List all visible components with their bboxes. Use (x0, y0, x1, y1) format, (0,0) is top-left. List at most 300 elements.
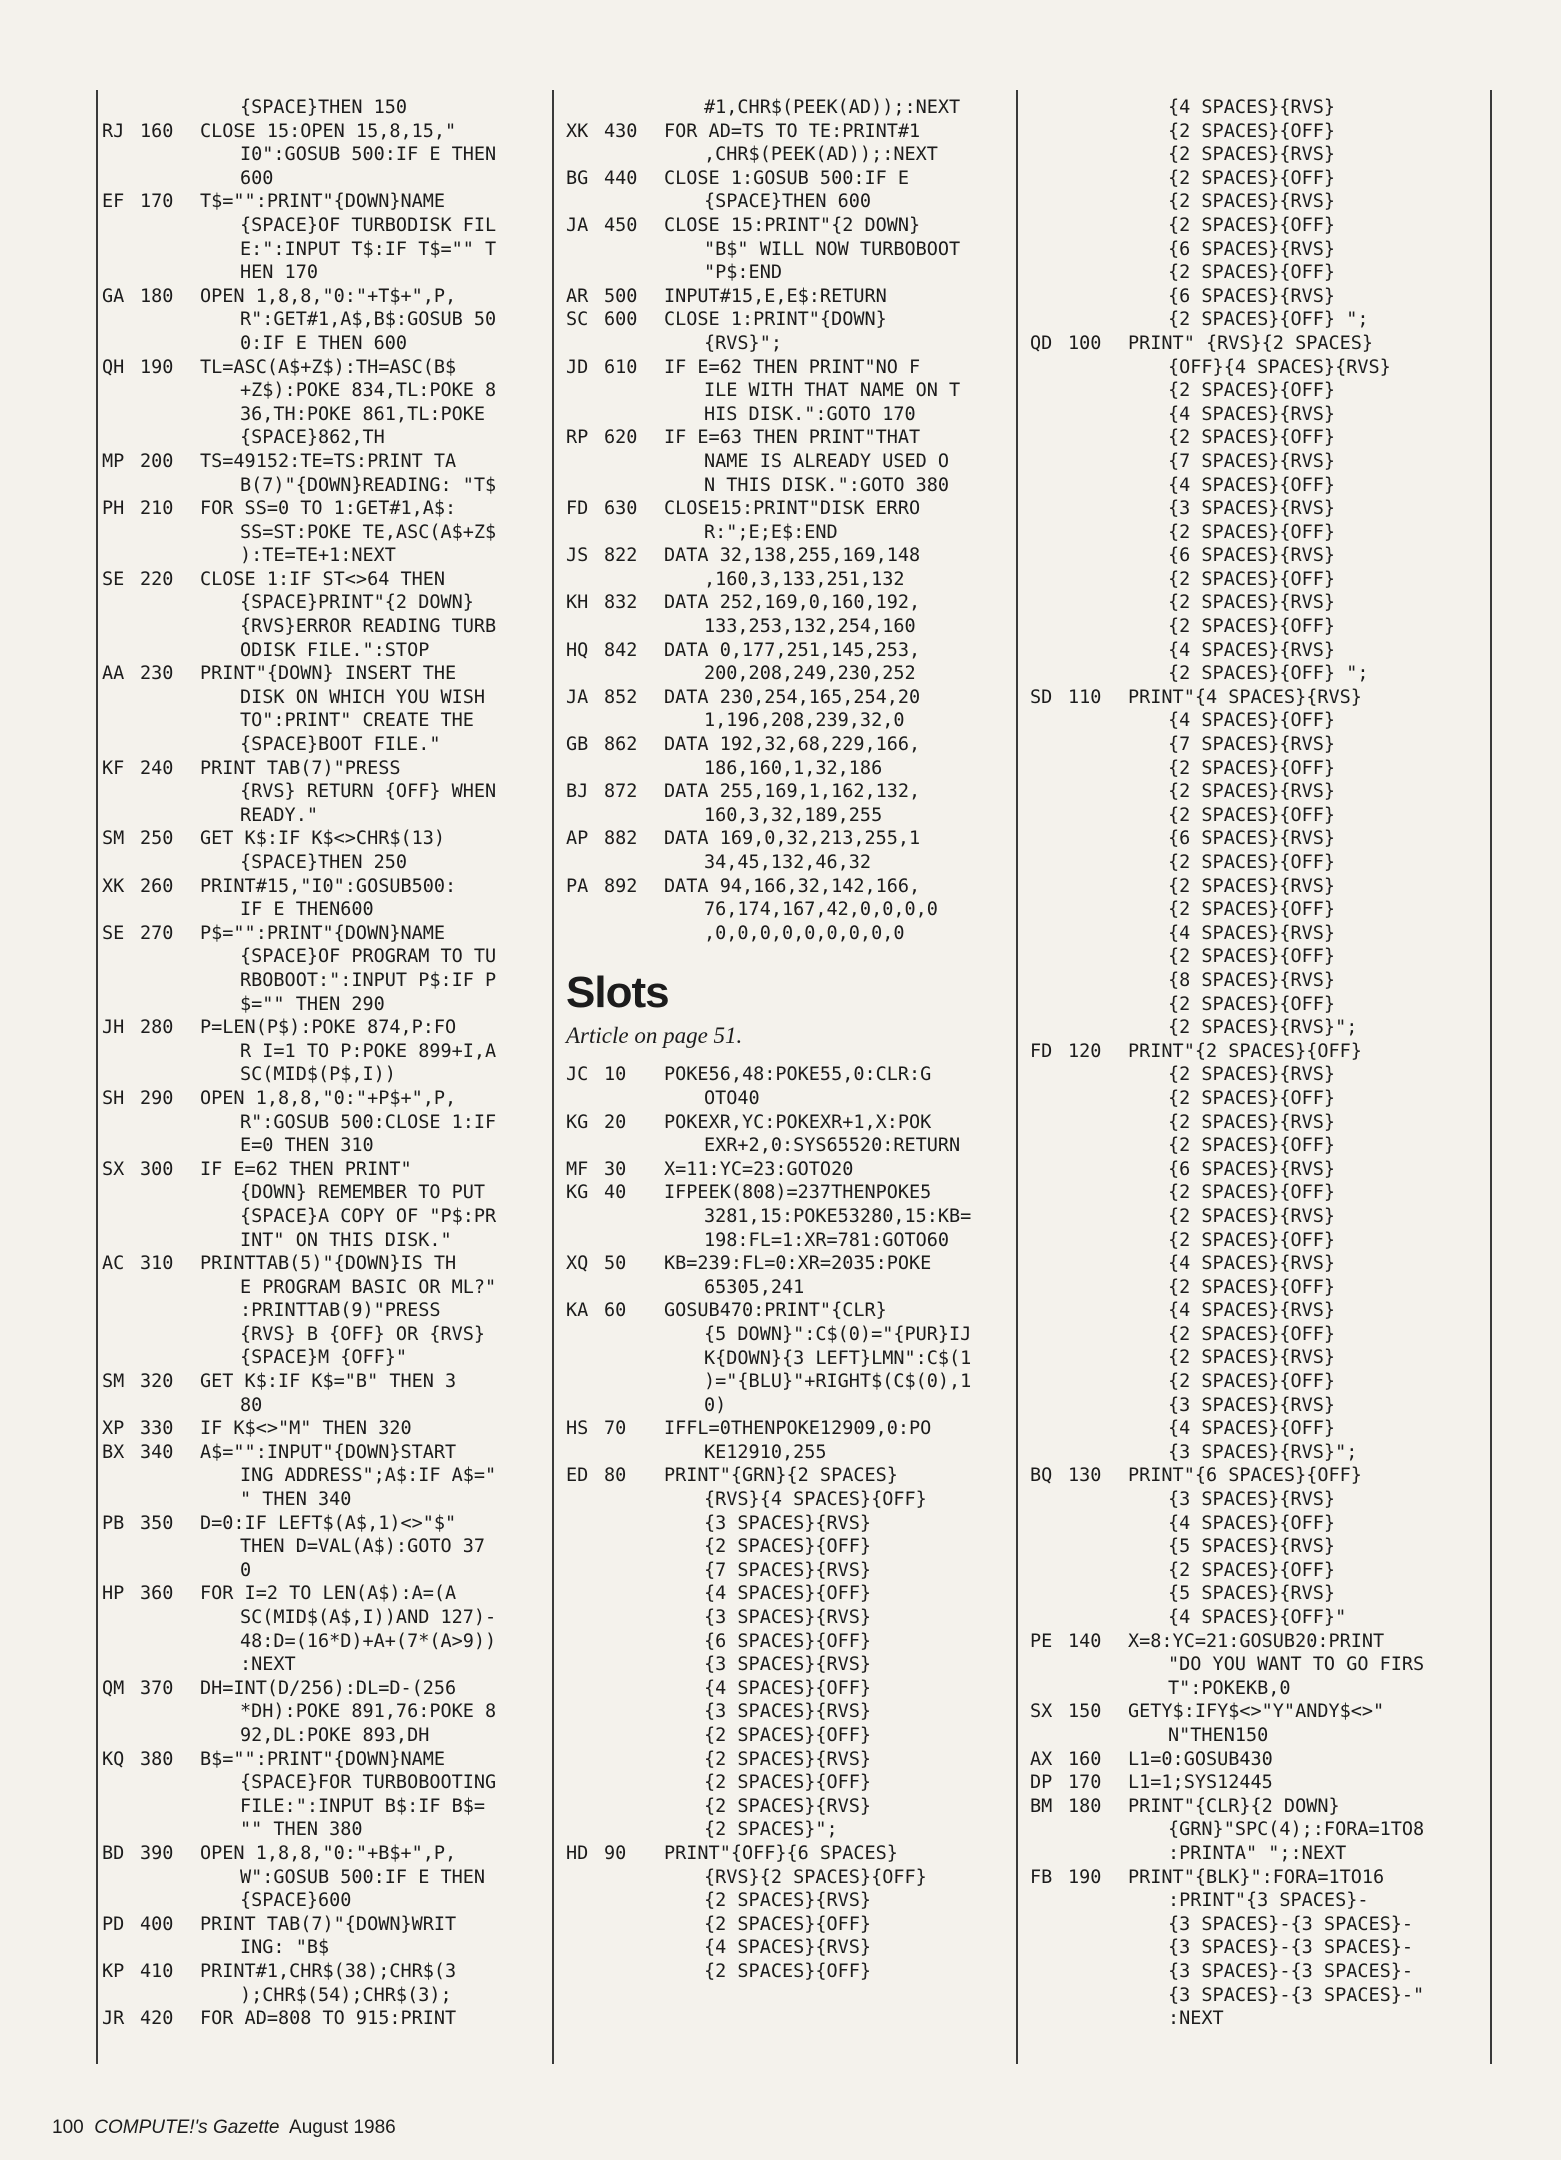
code-continuation-line (566, 332, 1006, 356)
code-text: T$="":PRINT"{DOWN}NAME (200, 191, 446, 213)
code-continuation-line (566, 1134, 1006, 1158)
code-text: {5 SPACES}{RVS} (1168, 1536, 1336, 1558)
code-text: {SPACE}862,TH (240, 427, 385, 449)
code-text: {SPACE}PRINT"{2 DOWN} (240, 592, 474, 614)
code-continuation-line (102, 1229, 542, 1253)
line-number: 310 (140, 1253, 174, 1275)
checksum-code: QH (102, 356, 125, 378)
code-line (566, 875, 1006, 899)
listing-column-3 (1030, 96, 1470, 2031)
code-text: {2 SPACES}{OFF} (1168, 1559, 1336, 1581)
code-continuation-line (1030, 497, 1470, 521)
code-continuation-line (566, 450, 1006, 474)
code-continuation-line (1030, 1063, 1470, 1087)
code-text: ,160,3,133,251,132 (704, 568, 905, 590)
code-continuation-line (1030, 615, 1470, 639)
line-number: 390 (140, 1842, 174, 1864)
code-continuation-line (102, 332, 542, 356)
code-text: 0:IF E THEN 600 (240, 332, 408, 354)
right-rule (1490, 90, 1492, 2064)
code-continuation-line (1030, 1559, 1470, 1583)
code-continuation-line (1030, 1134, 1470, 1158)
line-number: 140 (1068, 1630, 1102, 1652)
checksum-code: BJ (566, 781, 589, 803)
code-continuation-line (1030, 474, 1470, 498)
code-text: I0":GOSUB 500:IF E THEN (240, 144, 497, 166)
code-line (566, 308, 1006, 332)
code-text: TO":PRINT" CREATE THE (240, 710, 474, 732)
code-continuation-line (1030, 1276, 1470, 1300)
code-text: {2 SPACES}{RVS} (704, 1890, 872, 1912)
code-continuation-line (1030, 426, 1470, 450)
code-continuation-line (1030, 544, 1470, 568)
code-text: ODISK FILE.":STOP (240, 639, 430, 661)
code-text: :NEXT (240, 1654, 296, 1676)
code-line (566, 497, 1006, 521)
checksum-code: SC (566, 309, 589, 331)
line-number: 500 (604, 285, 638, 307)
code-continuation-line (1030, 450, 1470, 474)
code-text: {SPACE}OF PROGRAM TO TU (240, 946, 497, 968)
code-continuation-line (102, 1464, 542, 1488)
code-text: "B$" WILL NOW TURBOBOOT (704, 238, 961, 260)
code-text: )="{BLU}"+RIGHT$(C$(0),1 (704, 1371, 972, 1393)
code-continuation-line (1030, 709, 1470, 733)
code-text: {2 SPACES}{OFF} "; (1168, 663, 1369, 685)
checksum-code: BQ (1030, 1465, 1053, 1487)
code-continuation-line (1030, 1724, 1470, 1748)
code-continuation-line (1030, 945, 1470, 969)
code-text: :PRINTTAB(9)"PRESS (240, 1300, 441, 1322)
code-text: :NEXT (1168, 2008, 1224, 2030)
line-number: 380 (140, 1748, 174, 1770)
checksum-code: AR (566, 285, 589, 307)
code-continuation-line (1030, 1111, 1470, 1135)
code-continuation-line (1030, 1323, 1470, 1347)
code-text: PRINT"{DOWN} INSERT THE (200, 663, 457, 685)
code-continuation-line (1030, 1960, 1470, 1984)
code-continuation-line (102, 993, 542, 1017)
code-continuation-line (1030, 898, 1470, 922)
checksum-code: XQ (566, 1253, 589, 1275)
line-number: 170 (1068, 1772, 1102, 1794)
code-continuation-line (1030, 1535, 1470, 1559)
code-continuation-line (1030, 261, 1470, 285)
code-text: {4 SPACES}{OFF} (1168, 1512, 1336, 1534)
code-text: {4 SPACES}{RVS} (1168, 97, 1336, 118)
code-continuation-line (566, 143, 1006, 167)
code-text: R":GOSUB 500:CLOSE 1:IF (240, 1111, 497, 1133)
code-text: {3 SPACES}{RVS} (704, 1607, 872, 1629)
code-line (566, 1063, 1006, 1087)
code-continuation-line (1030, 851, 1470, 875)
code-text: 48:D=(16*D)+A+(7*(A>9)) (240, 1630, 497, 1652)
checksum-code: KA (566, 1300, 589, 1322)
page-number: 100 (52, 2117, 84, 2138)
divider-col2-col3 (1016, 90, 1018, 2064)
code-text: IF K$<>"M" THEN 320 (200, 1418, 412, 1440)
code-text: {2 SPACES}{OFF} (1168, 214, 1336, 236)
code-text: IF E=63 THEN PRINT"THAT (664, 427, 921, 449)
code-text: PRINT"{OFF}{6 SPACES} (664, 1842, 898, 1864)
code-continuation-line (102, 308, 542, 332)
code-text: 186,160,1,32,186 (704, 757, 883, 779)
code-text: IF E THEN600 (240, 899, 374, 921)
code-continuation-line (102, 1040, 542, 1064)
code-continuation-line (1030, 1158, 1470, 1182)
code-text: 160,3,32,189,255 (704, 804, 883, 826)
code-continuation-line (1030, 639, 1470, 663)
code-continuation-line (102, 1771, 542, 1795)
code-text: {RVS} RETURN {OFF} WHEN (240, 781, 497, 803)
code-text: PRINTTAB(5)"{DOWN}IS TH (200, 1253, 457, 1275)
code-text: {RVS}{4 SPACES}{OFF} (704, 1489, 927, 1511)
code-line (566, 544, 1006, 568)
line-number: 10 (604, 1064, 627, 1086)
code-continuation-line (102, 1795, 542, 1819)
checksum-code: AA (102, 663, 125, 685)
line-number: 320 (140, 1371, 174, 1393)
code-text: KE12910,255 (704, 1441, 827, 1463)
code-text: {4 SPACES}{OFF} (1168, 474, 1336, 496)
code-line (102, 1016, 542, 1040)
code-text: CLOSE 1:PRINT"{DOWN} (664, 309, 887, 331)
code-line (566, 1111, 1006, 1135)
code-line (1030, 1040, 1470, 1064)
code-text: FOR SS=0 TO 1:GET#1,A$: (200, 498, 457, 520)
code-text: SC(MID$(P$,I)) (240, 1064, 396, 1086)
code-continuation-line (566, 1559, 1006, 1583)
code-text: {3 SPACES}{RVS} (704, 1654, 872, 1676)
code-text: {2 SPACES}{OFF} (704, 1536, 872, 1558)
code-continuation-line (102, 1205, 542, 1229)
code-text: {2 SPACES}{RVS} (1168, 875, 1336, 897)
checksum-code: HQ (566, 639, 589, 661)
code-text: POKEXR,YC:POKEXR+1,X:POK (664, 1111, 932, 1133)
code-continuation-line (1030, 1016, 1470, 1040)
code-text: R:";E;E$:END (704, 521, 838, 543)
code-text: IF E=62 THEN PRINT" (200, 1158, 412, 1180)
code-continuation-line (102, 1866, 542, 1890)
checksum-code: ED (566, 1465, 589, 1487)
code-continuation-line (102, 1630, 542, 1654)
code-text: {6 SPACES}{RVS} (1168, 238, 1336, 260)
code-text: 92,DL:POKE 893,DH (240, 1724, 430, 1746)
code-text: {4 SPACES}{RVS} (1168, 1253, 1336, 1275)
code-continuation-line (102, 945, 542, 969)
code-text: DATA 32,138,255,169,148 (664, 545, 921, 567)
code-continuation-line (102, 1606, 542, 1630)
code-text: L1=1;SYS12445 (1128, 1772, 1273, 1794)
code-text: {2 SPACES}{OFF} "; (1168, 309, 1369, 331)
code-continuation-line (566, 1913, 1006, 1937)
code-text: {6 SPACES}{RVS} (1168, 828, 1336, 850)
line-number: 832 (604, 592, 638, 614)
code-text: {4 SPACES}{RVS} (1168, 922, 1336, 944)
code-text: {4 SPACES}{OFF} (704, 1583, 872, 1605)
code-line (102, 356, 542, 380)
code-line (102, 1842, 542, 1866)
line-number: 160 (140, 120, 174, 142)
listing-column-2 (566, 96, 1006, 1984)
code-line (102, 568, 542, 592)
code-continuation-line (1030, 1512, 1470, 1536)
code-text: {RVS}{2 SPACES}{OFF} (704, 1866, 927, 1888)
checksum-code: XK (566, 120, 589, 142)
code-continuation-line (102, 686, 542, 710)
checksum-code: SX (102, 1158, 125, 1180)
code-line (102, 1913, 542, 1937)
code-text: 0) (704, 1394, 727, 1416)
code-line (102, 1087, 542, 1111)
code-continuation-line (102, 261, 542, 285)
code-text: 1,196,208,239,32,0 (704, 710, 905, 732)
code-text: 600 (240, 167, 274, 189)
code-continuation-line (102, 851, 542, 875)
code-continuation-line (102, 474, 542, 498)
code-line (102, 1960, 542, 1984)
code-text: #1,CHR$(PEEK(AD));:NEXT (704, 97, 961, 118)
code-continuation-line (566, 521, 1006, 545)
code-text: K{DOWN}{3 LEFT}LMN":C$(1 (704, 1347, 972, 1369)
code-continuation-line (102, 591, 542, 615)
code-continuation-line (566, 757, 1006, 781)
code-line (102, 662, 542, 686)
checksum-code: SM (102, 828, 125, 850)
code-continuation-line (102, 1724, 542, 1748)
line-number: 120 (1068, 1040, 1102, 1062)
code-line (566, 827, 1006, 851)
line-number: 170 (140, 191, 174, 213)
code-continuation-line (102, 1535, 542, 1559)
code-text: RBOBOOT:":INPUT P$:IF P (240, 969, 497, 991)
code-text: PRINT"{4 SPACES}{RVS} (1128, 686, 1362, 708)
line-number: 340 (140, 1441, 174, 1463)
checksum-code: QD (1030, 332, 1053, 354)
checksum-code: BM (1030, 1795, 1053, 1817)
code-continuation-line (102, 1889, 542, 1913)
code-text: {RVS} B {OFF} OR {RVS} (240, 1323, 486, 1345)
code-text: {6 SPACES}{RVS} (1168, 285, 1336, 307)
code-text: {2 SPACES}{OFF} (1168, 757, 1336, 779)
code-text: {SPACE}M {OFF}" (240, 1347, 408, 1369)
code-line (102, 285, 542, 309)
code-continuation-line (102, 1559, 542, 1583)
checksum-code: PH (102, 498, 125, 520)
code-text: B$="":PRINT"{DOWN}NAME (200, 1748, 446, 1770)
code-line (102, 1677, 542, 1701)
code-continuation-line (102, 969, 542, 993)
checksum-code: SD (1030, 686, 1053, 708)
checksum-code: PA (566, 875, 589, 897)
code-text: B(7)"{DOWN}READING: "T$ (240, 474, 497, 496)
line-number: 400 (140, 1913, 174, 1935)
code-text: IFPEEK(808)=237THENPOKE5 (664, 1182, 932, 1204)
code-text: P=LEN(P$):POKE 874,P:FO (200, 1017, 457, 1039)
checksum-code: SH (102, 1087, 125, 1109)
code-line (566, 591, 1006, 615)
checksum-code: KF (102, 757, 125, 779)
code-text: CLOSE 1:GOSUB 500:IF E (664, 167, 910, 189)
page-footer (52, 2117, 396, 2139)
code-text: {2 SPACES}{OFF} (1168, 852, 1336, 873)
code-line (1030, 332, 1470, 356)
code-text: PRINT"{CLR}{2 DOWN} (1128, 1795, 1340, 1817)
code-continuation-line (1030, 403, 1470, 427)
code-continuation-line (102, 1063, 542, 1087)
code-continuation-line (566, 1795, 1006, 1819)
checksum-code: JA (566, 686, 589, 708)
checksum-code: FD (1030, 1040, 1053, 1062)
code-continuation-line (102, 403, 542, 427)
code-text: {2 SPACES}{OFF} (1168, 521, 1336, 543)
code-continuation-line (1030, 1229, 1470, 1253)
line-number: 110 (1068, 686, 1102, 708)
code-line (102, 1582, 542, 1606)
code-text: {2 SPACES}{OFF} (704, 1960, 872, 1982)
line-number: 230 (140, 663, 174, 685)
code-text: ,0,0,0,0,0,0,0,0,0 (704, 922, 905, 944)
code-line (1030, 1866, 1470, 1890)
code-text: 34,45,132,46,32 (704, 852, 872, 873)
code-line (566, 1252, 1006, 1276)
checksum-code: RP (566, 427, 589, 449)
checksum-code: KH (566, 592, 589, 614)
code-text: POKE56,48:POKE55,0:CLR:G (664, 1064, 932, 1086)
divider-col1-col2 (552, 90, 554, 2064)
code-text: DATA 230,254,165,254,20 (664, 686, 921, 708)
code-text: 198:FL=1:XR=781:GOTO60 (704, 1229, 950, 1251)
code-continuation-line (1030, 1370, 1470, 1394)
code-text: {6 SPACES}{RVS} (1168, 545, 1336, 567)
code-text: 80 (240, 1394, 263, 1416)
line-number: 420 (140, 2008, 174, 2030)
checksum-code: JA (566, 214, 589, 236)
line-number: 360 (140, 1583, 174, 1605)
code-continuation-line (1030, 1889, 1470, 1913)
code-continuation-line (102, 379, 542, 403)
code-line (102, 120, 542, 144)
code-continuation-line (566, 851, 1006, 875)
code-continuation-line (102, 709, 542, 733)
code-continuation-line (566, 474, 1006, 498)
code-continuation-line (566, 1936, 1006, 1960)
code-continuation-line (1030, 1087, 1470, 1111)
code-text: FILE:":INPUT B$:IF B$= (240, 1795, 486, 1817)
code-text: ING: "B$ (240, 1937, 330, 1959)
code-continuation-line (566, 1748, 1006, 1772)
checksum-code: SE (102, 568, 125, 590)
code-text: HEN 170 (240, 262, 318, 284)
code-text: OTO40 (704, 1087, 760, 1109)
code-line (566, 686, 1006, 710)
code-continuation-line (1030, 1936, 1470, 1960)
checksum-code: KG (566, 1182, 589, 1204)
checksum-code: EF (102, 191, 125, 213)
line-number: 330 (140, 1418, 174, 1440)
code-text: {2 SPACES}{RVS} (1168, 1205, 1336, 1227)
checksum-code: SM (102, 1371, 125, 1393)
code-text: :PRINT"{3 SPACES}- (1168, 1890, 1369, 1912)
code-text: *DH):POKE 891,76:POKE 8 (240, 1701, 497, 1723)
code-text: {2 SPACES}{OFF} (704, 1725, 872, 1746)
checksum-code: JH (102, 1017, 125, 1039)
line-number: 610 (604, 356, 638, 378)
line-number: 90 (604, 1842, 627, 1864)
line-number: 20 (604, 1111, 627, 1133)
code-text: {5 SPACES}{RVS} (1168, 1583, 1336, 1605)
code-continuation-line (566, 615, 1006, 639)
code-continuation-line (102, 143, 542, 167)
code-text: {2 SPACES}{OFF} (1168, 616, 1336, 638)
listing-column-1 (102, 96, 542, 2031)
code-text: :PRINTA" ";:NEXT (1168, 1842, 1347, 1864)
checksum-code: XP (102, 1418, 125, 1440)
code-text: DATA 169,0,32,213,255,1 (664, 828, 921, 850)
code-text: N THIS DISK.":GOTO 380 (704, 474, 950, 496)
code-continuation-line (1030, 922, 1470, 946)
code-continuation-line (566, 1512, 1006, 1536)
code-text: GET K$:IF K$<>CHR$(13) (200, 828, 446, 850)
code-text: {2 SPACES}{OFF} (1168, 1229, 1336, 1251)
code-continuation-line (566, 1229, 1006, 1253)
code-continuation-line (102, 544, 542, 568)
code-continuation-line (1030, 804, 1470, 828)
code-text: {SPACE}THEN 250 (240, 852, 408, 873)
line-number: 630 (604, 498, 638, 520)
line-number: 60 (604, 1300, 627, 1322)
code-text: DH=INT(D/256):DL=D-(256 (200, 1677, 457, 1699)
code-continuation-line (102, 96, 542, 120)
checksum-code: BG (566, 167, 589, 189)
checksum-code: BX (102, 1441, 125, 1463)
code-continuation-line (102, 639, 542, 663)
code-text: FOR I=2 TO LEN(A$):A=(A (200, 1583, 457, 1605)
code-continuation-line (566, 1889, 1006, 1913)
code-text: {3 SPACES}-{3 SPACES}- (1168, 1960, 1414, 1982)
line-number: 200 (140, 450, 174, 472)
code-text: {SPACE}FOR TURBOBOOTING (240, 1772, 497, 1794)
code-text: {3 SPACES}-{3 SPACES}- (1168, 1937, 1414, 1959)
code-text: {4 SPACES}{RVS} (1168, 639, 1336, 661)
code-text: {2 SPACES}{OFF} (704, 1913, 872, 1935)
code-text: NAME IS ALREADY USED O (704, 450, 950, 472)
code-continuation-line (1030, 143, 1470, 167)
line-number: 250 (140, 828, 174, 850)
code-text: {2 SPACES}{OFF} (1168, 993, 1336, 1015)
checksum-code: JR (102, 2008, 125, 2030)
code-text: {2 SPACES}{OFF} (1168, 1135, 1336, 1157)
code-line (102, 1417, 542, 1441)
code-text: CLOSE 15:OPEN 15,8,15," (200, 120, 457, 142)
line-number: 190 (140, 356, 174, 378)
code-text: GOSUB470:PRINT"{CLR} (664, 1300, 887, 1322)
code-text: GET K$:IF K$="B" THEN 3 (200, 1371, 457, 1393)
code-text: {2 SPACES}{OFF} (1168, 167, 1336, 189)
code-text: {GRN}"SPC(4);:FORA=1TO8 (1168, 1819, 1425, 1841)
code-continuation-line (566, 1441, 1006, 1465)
code-text: DATA 0,177,251,145,253, (664, 639, 921, 661)
code-text: {2 SPACES}{OFF} (1168, 120, 1336, 142)
checksum-code: FD (566, 498, 589, 520)
line-number: 210 (140, 498, 174, 520)
code-continuation-line (102, 615, 542, 639)
code-text: HIS DISK.":GOTO 170 (704, 403, 916, 425)
code-line (102, 827, 542, 851)
code-line (1030, 686, 1470, 710)
code-continuation-line (1030, 1252, 1470, 1276)
code-text: READY." (240, 804, 318, 826)
